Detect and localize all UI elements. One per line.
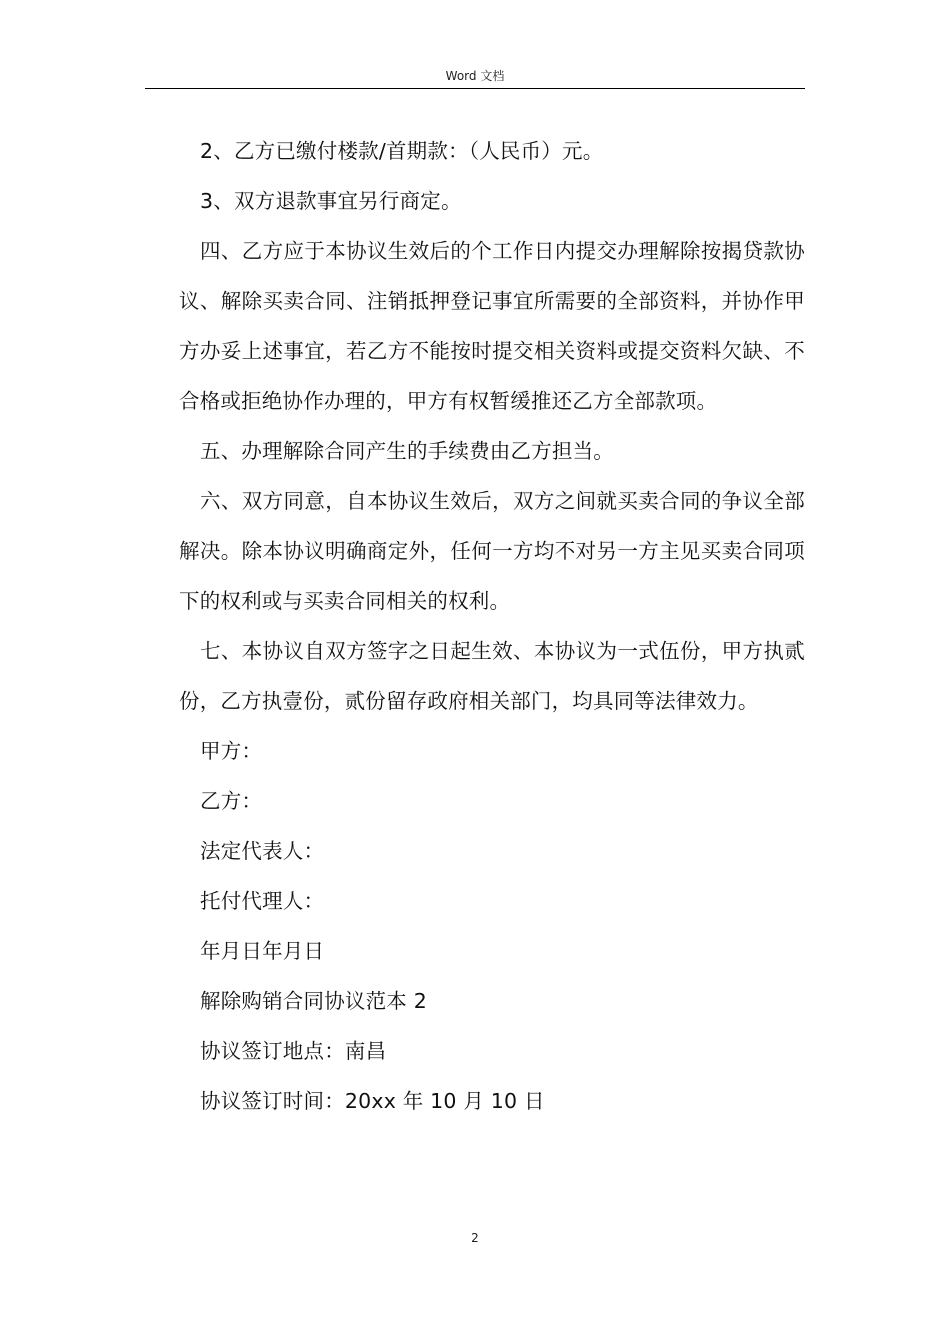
paragraph-item-3: 3、双方退款事宜另行商定。 bbox=[200, 189, 462, 213]
section-title-template-2: 解除购销合同协议范本 2 bbox=[200, 989, 427, 1013]
signature-dates: 年月日年月日 bbox=[200, 939, 325, 963]
document-body bbox=[179, 126, 805, 1126]
paragraph-clause-6: 六、双方同意，自本协议生效后，双方之间就买卖合同的争议全部解决。除本协议明确商定外，任何一方均不对另一方主见买卖合同项下的权利或与买卖合同相关的权利。 bbox=[179, 489, 805, 613]
signature-party-a: 甲方： bbox=[200, 739, 263, 763]
page-number: 2 bbox=[471, 1231, 479, 1245]
page-header bbox=[145, 66, 805, 89]
agreement-location: 协议签订地点：南昌 bbox=[200, 1039, 387, 1063]
signature-legal-representative: 法定代表人： bbox=[200, 839, 325, 863]
paragraph-clause-7: 七、本协议自双方签字之日起生效、本协议为一式伍份，甲方执贰份，乙方执壹份，贰份留存政府相关部门，均具同等法律效力。 bbox=[179, 639, 805, 713]
paragraph-clause-5: 五、办理解除合同产生的手续费由乙方担当。 bbox=[200, 439, 614, 463]
header-title: Word 文档 bbox=[445, 69, 505, 83]
signature-party-b: 乙方： bbox=[200, 789, 263, 813]
agreement-date: 协议签订时间：20xx 年 10 月 10 日 bbox=[200, 1089, 545, 1113]
signature-authorized-agent: 托付代理人： bbox=[200, 889, 325, 913]
paragraph-clause-4: 四、乙方应于本协议生效后的个工作日内提交办理解除按揭贷款协议、解除买卖合同、注销抵押登记事宜所需要的全部资料，并协作甲方办妥上述事宜，若乙方不能按时提交相关资料或提交资料欠缺、不合格或拒绝协作办理的，甲方有权暂缓推还乙方全部款项。 bbox=[179, 239, 805, 413]
paragraph-item-2: 2、乙方已缴付楼款/首期款：（人民币）元。 bbox=[200, 139, 604, 163]
